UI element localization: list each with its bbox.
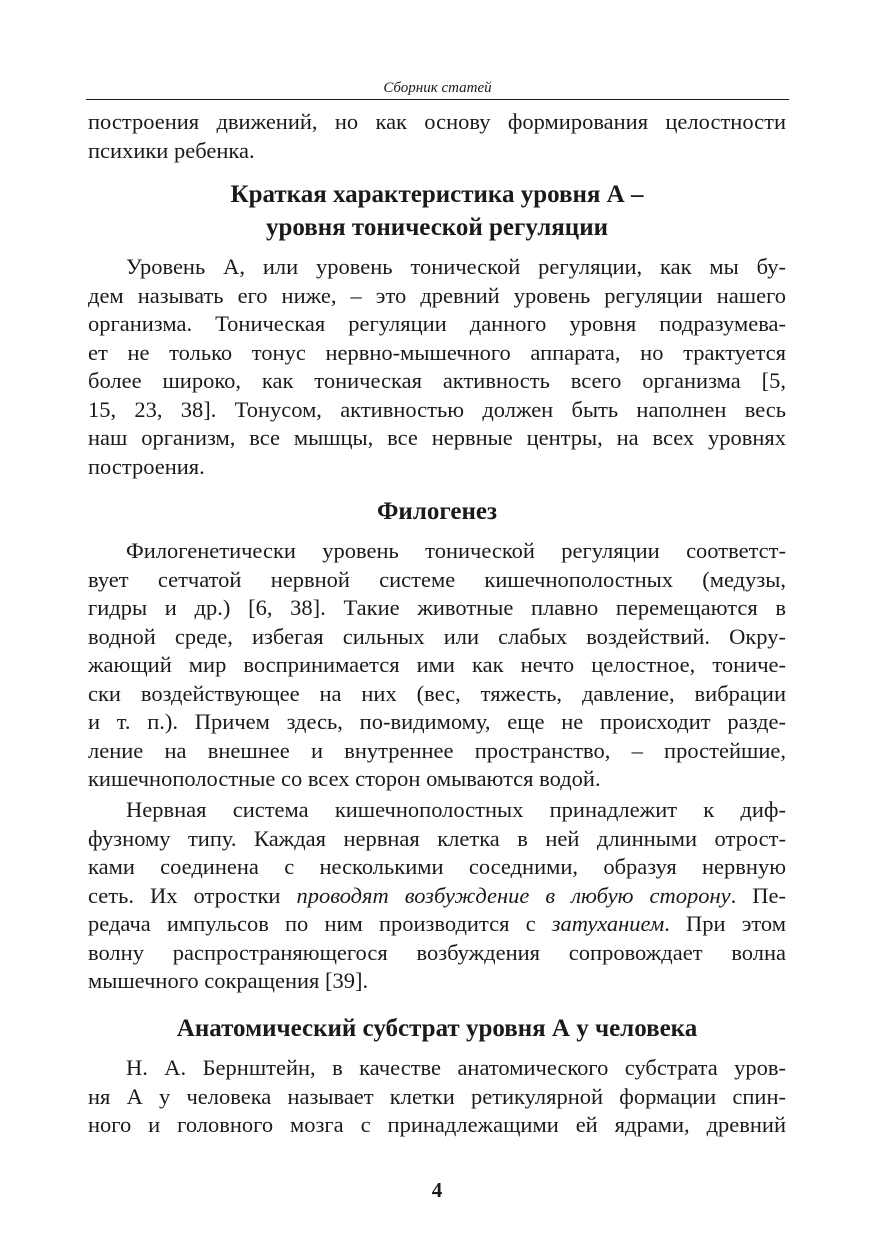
text-line: ление на внешнее и внутреннее пространство, – простейшие, <box>88 737 786 763</box>
text-line: ет не только тонус нервно-мышечного аппарата, но трактуется <box>88 339 786 365</box>
text-line: организма. Тоническая регуляции данного уровня подразумева- <box>88 311 786 336</box>
text-line: Уровень А, или уровень тонической регуляции, как мы бу- <box>126 254 786 279</box>
heading-line: Краткая характеристика уровня А – <box>230 181 644 208</box>
heading-line: Анатомический субстрат уровня А у человека <box>176 1015 698 1042</box>
text-line: дем называть его ниже, – это древний уровень регуляции нашего <box>88 282 786 308</box>
text-line: гидры и др.) [6, 38]. Такие животные плавно перемещаются в <box>88 595 786 620</box>
text-run: . Пе- <box>730 882 786 908</box>
heading-line: Филогенез <box>376 498 498 525</box>
page-number: 4 <box>431 1178 443 1202</box>
text-line: водной среде, избегая сильных или слабых воздействий. Окру- <box>88 623 786 649</box>
text-line: волну распространяющегося возбуждения сопровождает волна <box>88 939 786 965</box>
text-line: ного и головного мозга с принадлежащими ей ядрами, древний <box>88 1112 786 1137</box>
text-run: сеть. Их отростки <box>88 882 297 908</box>
text-line <box>88 882 786 911</box>
running-head: Сборник статей <box>383 80 492 96</box>
text-line: более широко, как тоническая активность всего организма [5, <box>88 368 786 393</box>
text-line: Н. А. Бернштейн, в качестве анатомического субстрата уров- <box>126 1055 786 1080</box>
text-line <box>88 910 786 939</box>
text-line: мышечного сокращения [39]. <box>88 968 369 993</box>
heading-line: уровня тонической регуляции <box>265 214 609 241</box>
text-run: редача импульсов по ним производится с <box>88 911 552 936</box>
text-line: вует сетчатой нервной системе кишечнополостных (медузы, <box>88 566 786 592</box>
text-line: построения движений, но как основу формирования целостности <box>88 109 786 134</box>
text-run: . При этом <box>664 911 786 936</box>
text-line: 15, 23, 38]. Тонусом, активностью должен быть наполнен весь <box>88 396 786 422</box>
section-heading-anatomical-substrate <box>88 1012 786 1045</box>
emphasis-text: проводят возбуждение в любую сторону <box>296 882 731 908</box>
text-line: ня А у человека называет клетки ретикулярной формации спин- <box>88 1083 786 1109</box>
text-line: построения. <box>88 453 205 479</box>
text-line: ками соединена с несколькими соседними, образуя нервную <box>88 854 786 879</box>
anatomical-substrate-paragraph <box>88 1054 786 1140</box>
text-line: ски воздействующее на них (вес, тяжесть, давление, вибрации <box>88 680 786 706</box>
section-heading-level-a <box>88 178 786 244</box>
text-line: жающий мир воспринимается ими как нечто целостное, тониче- <box>88 652 786 677</box>
text-line: Нервная система кишечнополостных принадлежит к диф- <box>126 797 786 822</box>
text-line: Филогенетически уровень тонической регуляции соответст- <box>126 538 786 563</box>
header-rule <box>86 99 789 100</box>
phylogenesis-paragraph-1 <box>88 537 786 794</box>
text-line: кишечнополостные со всех сторон омываются водой. <box>88 766 601 791</box>
section-heading-phylogenesis <box>88 495 786 528</box>
emphasis-text: затуханием <box>551 911 665 936</box>
text-line: фузному типу. Каждая нервная клетка в ней длинными отрост- <box>88 825 786 851</box>
text-line: и т. п.). Причем здесь, по-видимому, еще не происходит разде- <box>88 709 786 734</box>
level-a-paragraph <box>88 253 786 481</box>
intro-paragraph <box>88 108 786 165</box>
text-line: психики ребенка. <box>88 137 255 163</box>
phylogenesis-paragraph-2 <box>88 796 786 996</box>
text-line: наш организм, все мышцы, все нервные центры, на всех уровнях <box>88 425 786 450</box>
